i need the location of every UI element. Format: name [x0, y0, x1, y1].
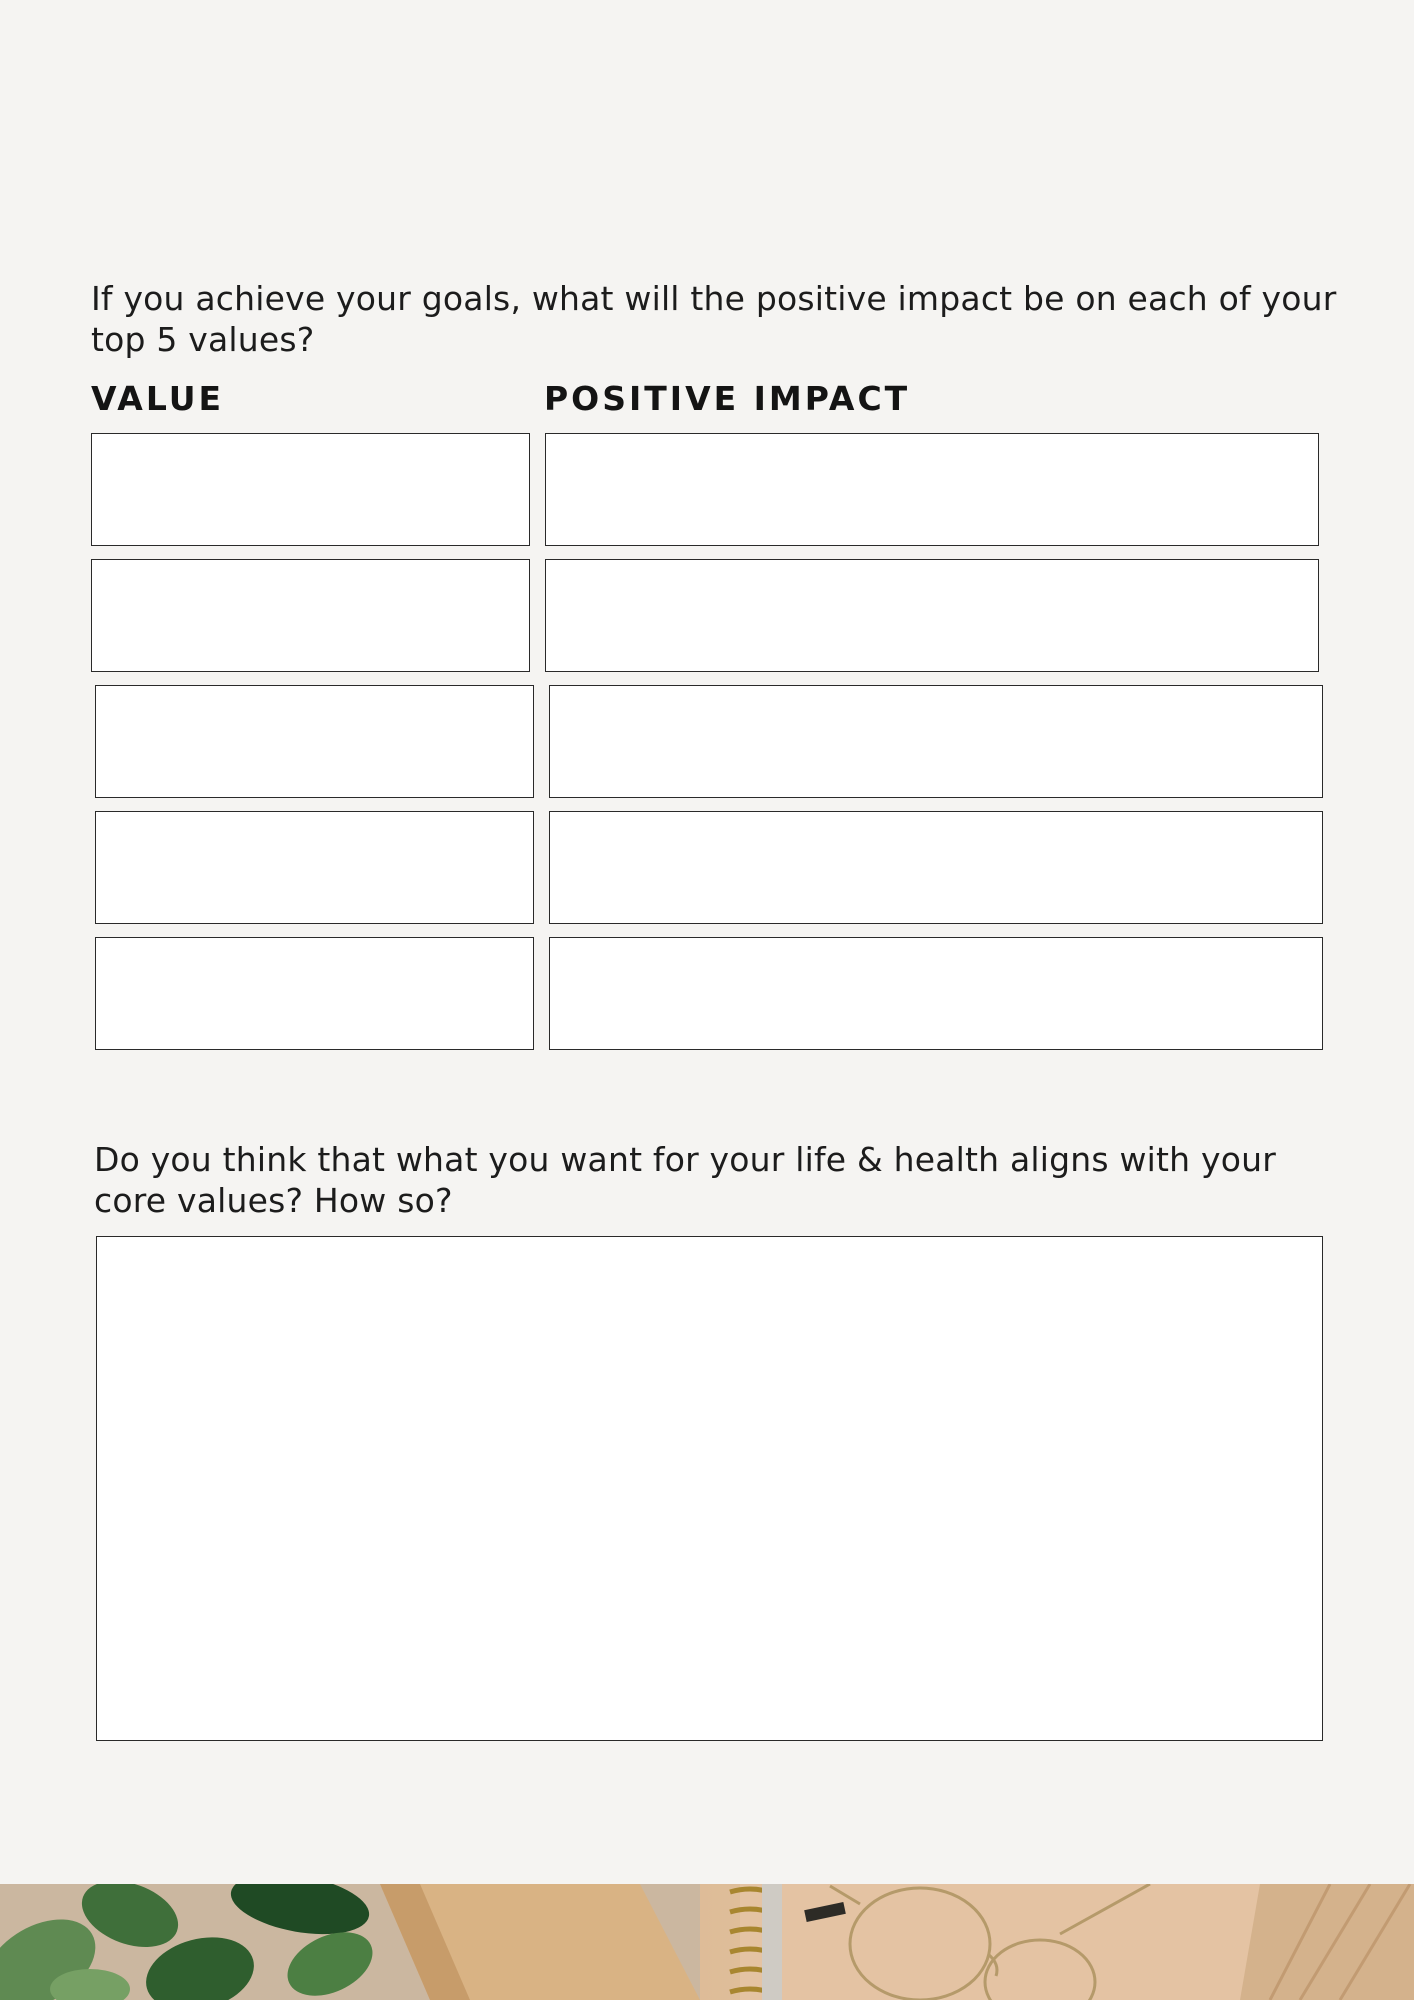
- values-alignment-answer-field[interactable]: [96, 1236, 1323, 1741]
- impact-field-3[interactable]: [549, 685, 1323, 798]
- impact-field-1[interactable]: [545, 433, 1319, 546]
- column-header-positive-impact: POSITIVE IMPACT: [544, 379, 911, 418]
- value-field-4[interactable]: [95, 811, 534, 924]
- column-header-value: VALUE: [91, 379, 225, 418]
- impact-field-4[interactable]: [549, 811, 1323, 924]
- notebook-shape: [740, 1884, 1260, 2000]
- value-field-5[interactable]: [95, 937, 534, 1050]
- value-field-1[interactable]: [91, 433, 530, 546]
- question-positive-impact: If you achieve your goals, what will the positive impact be on each of your top 5 values?: [91, 279, 1337, 359]
- decorative-photo-strip: [0, 1884, 1414, 2000]
- value-field-2[interactable]: [91, 559, 530, 672]
- question-values-alignment: Do you think that what you want for your life & health aligns with your core values? How so?: [94, 1140, 1276, 1220]
- impact-field-2[interactable]: [545, 559, 1319, 672]
- desk-photo-illustration: [0, 1884, 1414, 2000]
- impact-field-5[interactable]: [549, 937, 1323, 1050]
- value-field-3[interactable]: [95, 685, 534, 798]
